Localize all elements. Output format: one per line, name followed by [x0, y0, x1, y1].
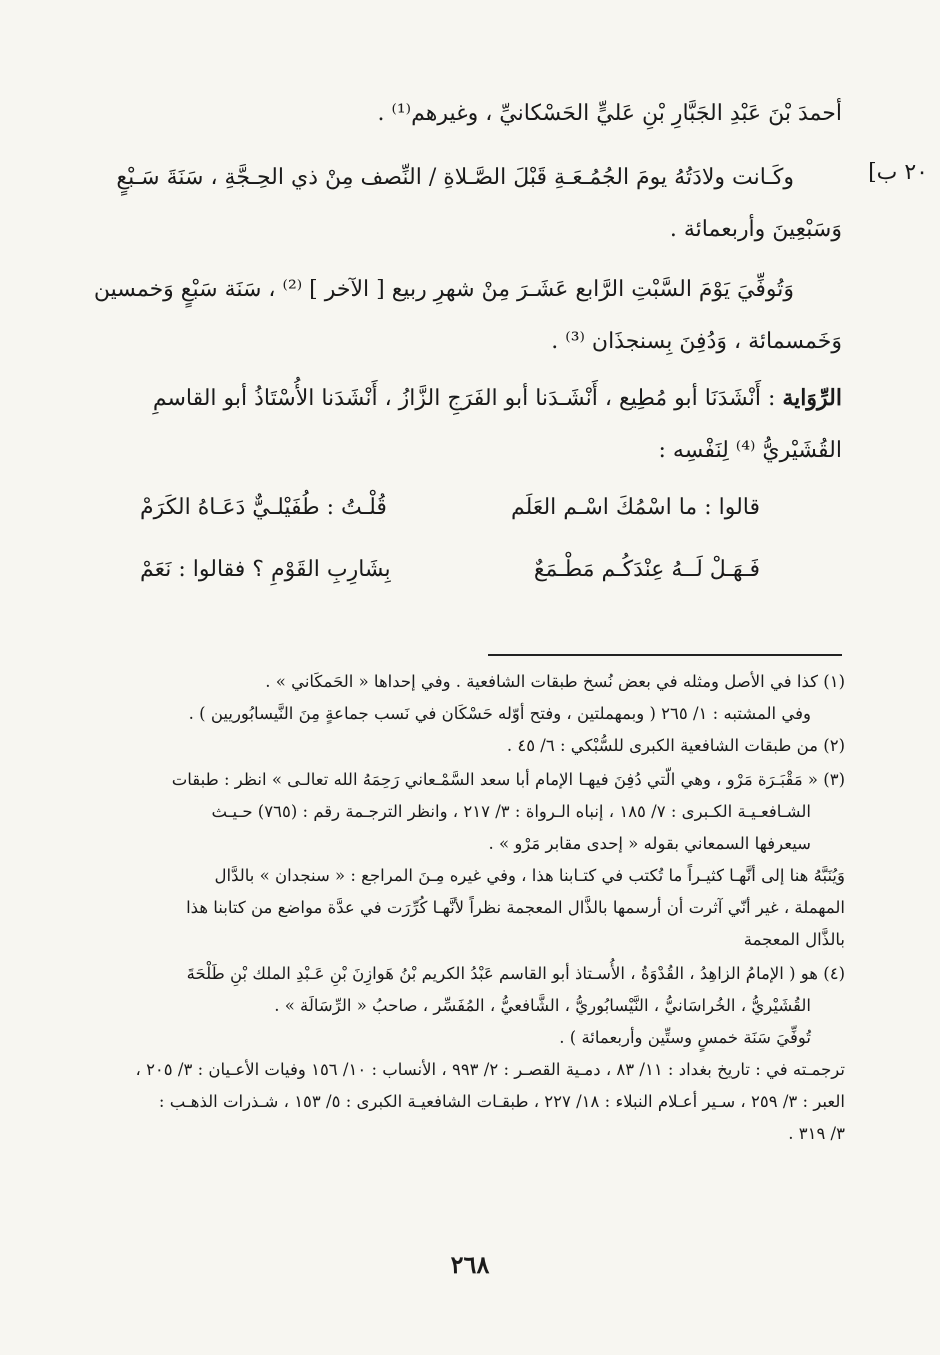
text-line-3: وَسَبْعِينَ وأربعمائة .	[669, 217, 842, 242]
footnote-1-line-a: (١) كذا في الأصل ومثله في بعض نُسخ طبقات الشافعية . وفي إحداها « الحَمكَاني » .	[265, 672, 845, 691]
text-line-4: وَتُوفِّيَ يَوْمَ السَّبْتِ الرَّابع عَشَـرَ مِنْ شهرِ ربيع [ الآخر ] ⁽²⁾ ، سَنَة سَبْعٍ وَخمسين	[93, 277, 794, 302]
poem-verse-1	[140, 476, 760, 538]
death-paragraph	[70, 264, 842, 368]
footnote-4-line-b: القُشَيْريُّ ، الخُراسَانيُّ ، النَّيْسابُوريُّ ، الشَّافعيُّ ، المُفَسِّر ، صاحبُ « الرِّسَالَة » .	[274, 996, 811, 1015]
verse-2-first-hemistich: فَـهَـلْ لَــهُ عِنْدَكُـم مَطْـمَعٌ	[533, 556, 760, 582]
footnote-4-line-c: تُوفِّيَ سَنَة خمسٍ وستِّين وأربعمائة ) .	[559, 1028, 811, 1047]
poem	[140, 476, 760, 600]
footnotes	[70, 666, 845, 1150]
footnote-divider	[488, 654, 842, 656]
narration-text: : أَنْشَدَنَا أبو مُطِيع ، أَنْشَـدَنا أبو الفَرَجِ الزَّازُ ، أَنْشَدَنا الأُسْتَاذُ أبو القاسمِ	[152, 386, 783, 411]
poem-verse-2	[140, 538, 760, 600]
text-line-7: القُشَيْريُّ ⁽⁴⁾ لِنَفْسِه :	[658, 438, 842, 463]
page-number: ٢٦٨	[450, 1250, 490, 1279]
text-line-5: وَخَمسمائة ، وَدُفِنَ بِسنجذَان ⁽³⁾ .	[551, 329, 842, 354]
main-text	[70, 88, 842, 140]
text-line-2: وكَـانت ولادَتُهُ يومَ الجُمُـعَـةِ قَبْلَ الصَّـلاةِ / النِّصف مِنْ ذي الحِـجَّةِ ، سَنَةَ سَـبْعٍ	[116, 165, 794, 190]
margin-folio-note: ٢٠ ب]	[868, 160, 928, 185]
footnote-3-line-e: المهملة ، غير أنّي آثرت أن أرسمها بالذَّال المعجمة نظراً لأنَّهـا كُرِّرَت في عدَّة مواضع من كتابنا هذا	[186, 898, 845, 917]
verse-1-first-hemistich: قالوا : ما اسْمُكَ اسْـم العَلَم	[510, 494, 760, 520]
footnote-1-line-b: وفي المشتبه : ١/ ٢٦٥ ( وبمهملتين ، وفتح أوّله حَسْكَان في نَسب جماعةٍ مِنَ النَّيسابُوريين ) .	[188, 704, 811, 723]
footnote-4-line-e: العبر : ٣/ ٢٥٩ ، سـير أعـلام النبلاء : ١٨/ ٢٢٧ ، طبقـات الشافعيـة الكبرى : ٥/ ١٥٣ ، شـذرات الذهـب :	[158, 1092, 845, 1111]
verse-1-second-hemistich: قُلْـتُ : طُفَيْلـيٌّ دَعَـاهُ الكَرَمْ	[140, 494, 387, 520]
footnote-4-line-f: ٣/ ٣١٩ .	[788, 1124, 845, 1143]
footnote-3-line-d: وَيُنَبَّهُ هنا إلى أنَّهـا كثيـراً ما تُكتب في كتـابنا هذا ، وفي غيره مِـنَ المراجع : « سنجدان » بالدَّال	[214, 866, 845, 885]
verse-2-second-hemistich: بِشَارِبِ القَوْمِ ؟ فقالوا : نَعَمْ	[140, 556, 391, 582]
footnote-3-line-c: سيعرفها السمعاني بقوله « إحدى مقابر مَرْو » .	[488, 834, 811, 853]
footnote-2: (٢) من طبقات الشافعية الكبرى للسُّبْكي : ٦/ ٤٥ .	[506, 736, 845, 755]
footnote-3-line-b: الشـافعـيـة الكـبرى : ٧/ ١٨٥ ، إنباه الـرواة : ٣/ ٢١٧ ، وانظر الترجـمة رقم : (٧٦٥) حـيـث	[211, 802, 811, 821]
text-line-1: أحمدَ بْنَ عَبْدِ الجَبَّارِ بْنِ عَليٍّ الحَسْكانيِّ ، وغيرهم⁽¹⁾ .	[377, 101, 842, 126]
birth-paragraph	[70, 152, 842, 256]
footnote-4-line-a: (٤) هو ( الإمامُ الزاهِدُ ، القُدْوَةُ ، الأُسـتاذ أبو القاسم عَبْدُ الكريم بْنُ هَوازِنَ بْنِ عَـبْدِ الملك بْنِ طَلْحَةَ	[186, 964, 845, 983]
text-line-6	[70, 372, 842, 425]
narration-paragraph	[70, 372, 842, 477]
footnote-3-line-a: (٣) « مَقْبَـرَة مَرْو ، وهي الّتي دُفِنَ فيهـا الإمام أبا سعد السَّمْـعاني رَحِمَهُ الله تعالـى » انظر : طبقات	[171, 770, 845, 789]
narration-heading: الرِّوَاية	[782, 385, 842, 411]
footnote-3-line-f: بالذَّال المعجمة	[743, 930, 845, 949]
footnote-4-line-d: ترجمـته في : تاريخ بغداد : ١١/ ٨٣ ، دمـية القصـر : ٢/ ٩٩٣ ، الأنساب : ١٠/ ١٥٦ وفيات الأعـيان : ٣/ ٢٠٥ ،	[135, 1060, 845, 1079]
